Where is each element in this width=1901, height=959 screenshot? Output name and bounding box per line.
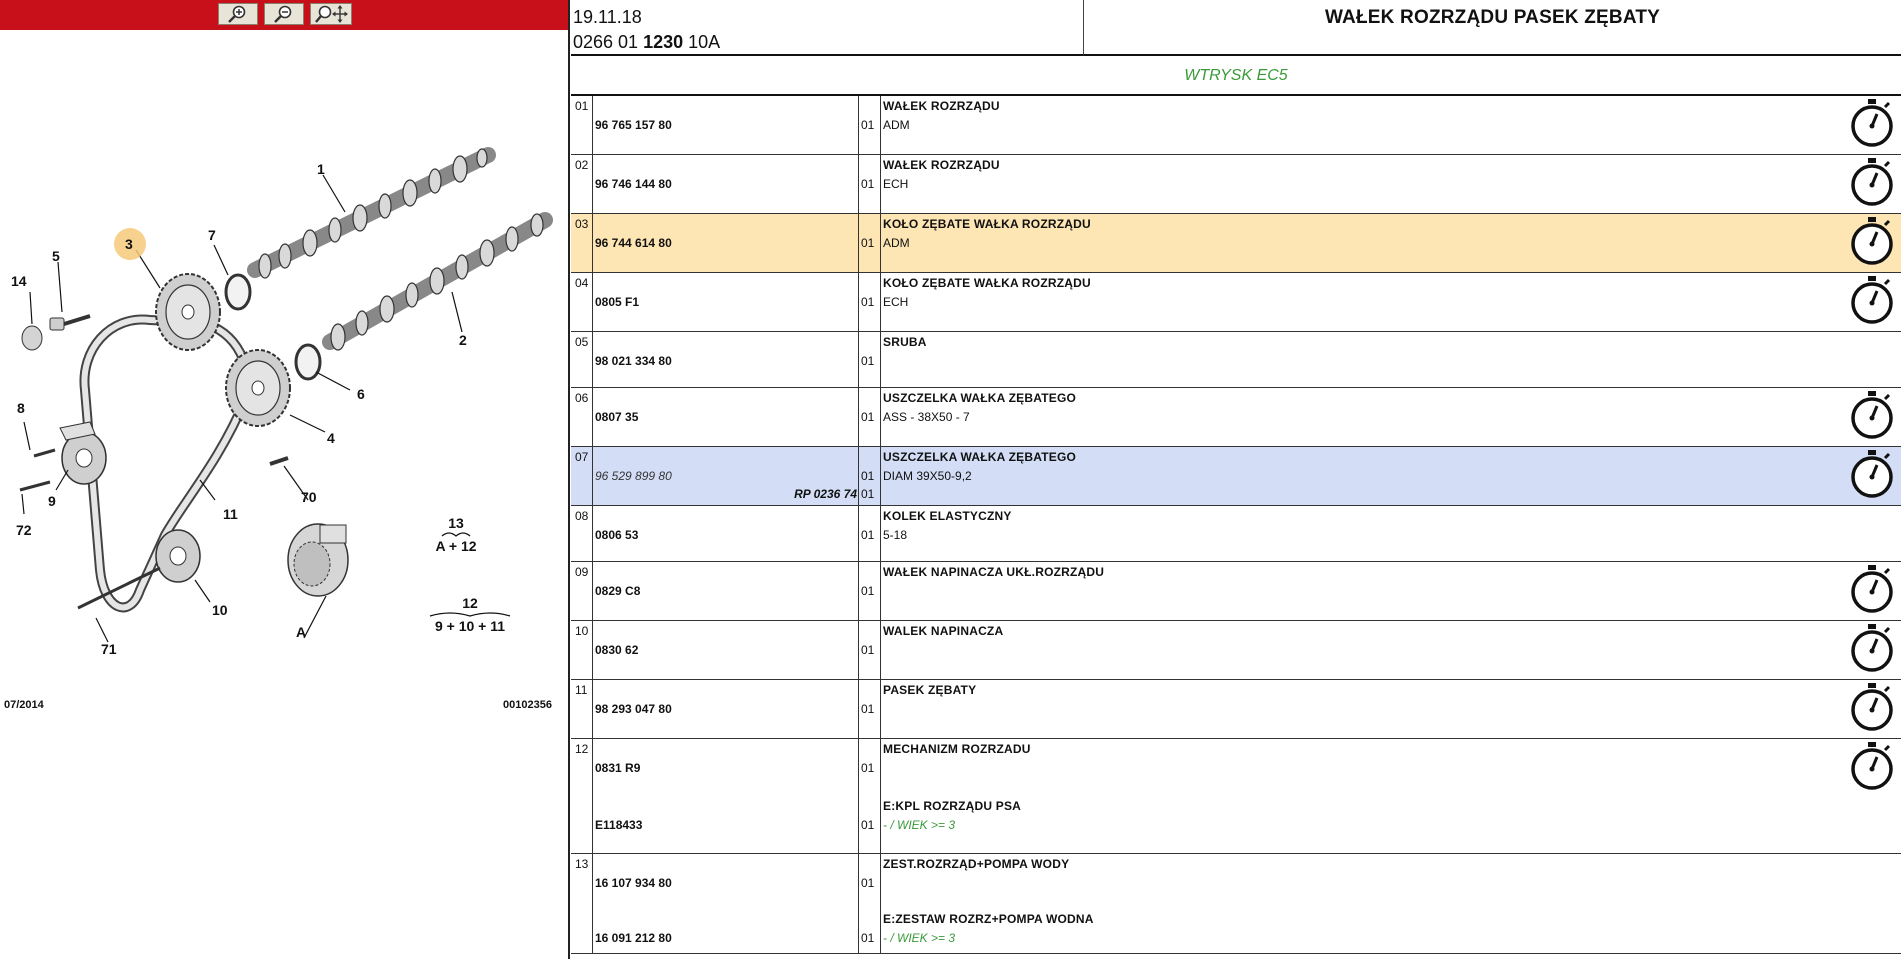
quantity: 01 bbox=[861, 761, 875, 775]
page-title: WAŁEK ROZRZĄDU PASEK ZĘBATY bbox=[1324, 7, 1661, 28]
bolt-70 bbox=[270, 458, 288, 464]
part-description: SRUBA bbox=[883, 335, 927, 349]
labour-time-icon[interactable] bbox=[1849, 98, 1895, 148]
table-row[interactable] bbox=[571, 447, 1901, 506]
labour-time-icon[interactable] bbox=[1849, 623, 1895, 673]
part-reference[interactable]: 96 765 157 80 bbox=[595, 118, 672, 132]
labour-time-icon[interactable] bbox=[1849, 390, 1895, 440]
diagram-label-72: 72 bbox=[16, 522, 32, 538]
table-row[interactable] bbox=[571, 562, 1901, 621]
diagram-label-a: A bbox=[296, 624, 307, 640]
part-description: WAŁEK ROZRZĄDU bbox=[883, 158, 1000, 172]
labour-time-icon[interactable] bbox=[1849, 564, 1895, 614]
labour-time-icon[interactable] bbox=[1849, 157, 1895, 207]
header-date: 19.11.18 bbox=[573, 7, 642, 27]
row-number: 09 bbox=[575, 565, 589, 579]
labour-time-icon[interactable] bbox=[1849, 449, 1895, 499]
header-info bbox=[571, 0, 1084, 56]
zoom-pan-icon bbox=[314, 5, 348, 23]
diagram-label-2: 2 bbox=[459, 332, 467, 348]
row-number: 10 bbox=[575, 624, 589, 638]
part-variant: ECH bbox=[883, 177, 909, 191]
labour-time-icon[interactable] bbox=[1849, 741, 1895, 791]
tensioner-9 bbox=[60, 422, 106, 484]
part-reference[interactable]: 0829 C8 bbox=[595, 584, 641, 598]
quantity: 01 bbox=[861, 354, 875, 368]
replacement-quantity: 01 bbox=[861, 487, 875, 501]
bolt-5 bbox=[50, 316, 90, 330]
formula-12-bottom: 9 + 10 + 11 bbox=[434, 618, 506, 634]
kit-condition: - / WIEK >= 3 bbox=[883, 818, 956, 832]
header-code bbox=[573, 32, 720, 53]
seal-7 bbox=[226, 275, 250, 309]
part-reference[interactable]: 0830 62 bbox=[595, 643, 639, 657]
labour-time-icon[interactable] bbox=[1849, 275, 1895, 325]
labour-time-icon[interactable] bbox=[1849, 216, 1895, 266]
camshaft-sprocket-3 bbox=[156, 274, 220, 350]
quantity: 01 bbox=[861, 118, 875, 132]
quantity: 01 bbox=[861, 410, 875, 424]
part-description: KOLEK ELASTYCZNY bbox=[883, 509, 1012, 523]
part-variant: ASS - 38X50 - 7 bbox=[883, 410, 970, 424]
part-reference[interactable]: 0805 F1 bbox=[595, 295, 640, 309]
exploded-parts-diagram bbox=[0, 30, 568, 730]
table-row[interactable] bbox=[571, 680, 1901, 739]
pin-8 bbox=[34, 450, 55, 456]
panel-divider[interactable] bbox=[568, 0, 570, 959]
header-code-suffix: 10A bbox=[683, 32, 721, 52]
parts-list-panel bbox=[571, 0, 1901, 959]
quantity: 01 bbox=[861, 584, 875, 598]
kit-description: E:KPL ROZRZĄDU PSA bbox=[883, 799, 1022, 813]
row-number: 04 bbox=[575, 276, 589, 290]
part-variant: ADM bbox=[883, 236, 910, 250]
diagram-date: 07/2014 bbox=[4, 699, 44, 711]
labour-time-icon[interactable] bbox=[1849, 682, 1895, 732]
kit-quantity: 01 bbox=[861, 818, 875, 832]
zoom-out-button[interactable] bbox=[264, 3, 304, 25]
diagram-label-10: 10 bbox=[212, 602, 228, 618]
diagram-label-7: 7 bbox=[208, 227, 216, 243]
camshaft-1 bbox=[255, 149, 488, 278]
row-number: 03 bbox=[575, 217, 589, 231]
part-description: USZCZELKA WAŁKA ZĘBATEGO bbox=[883, 450, 1077, 464]
replacement-reference: RP 0236 74 bbox=[794, 487, 857, 501]
table-row[interactable] bbox=[571, 96, 1901, 155]
row-number: 12 bbox=[575, 742, 589, 756]
bolt-72 bbox=[20, 482, 50, 490]
part-variant: ECH bbox=[883, 295, 909, 309]
quantity: 01 bbox=[861, 295, 875, 309]
row-number: 02 bbox=[575, 158, 589, 172]
zoom-pan-button[interactable] bbox=[310, 3, 352, 25]
table-row[interactable] bbox=[571, 214, 1901, 273]
row-number: 07 bbox=[575, 450, 589, 464]
diagram-label-70: 70 bbox=[301, 489, 317, 505]
kit-reference[interactable]: E118433 bbox=[595, 818, 643, 832]
zoom-in-icon bbox=[225, 5, 251, 23]
quantity: 01 bbox=[861, 643, 875, 657]
quantity: 01 bbox=[861, 469, 875, 483]
part-description: ZEST.ROZRZĄD+POMPA WODY bbox=[883, 857, 1070, 871]
table-row[interactable] bbox=[571, 388, 1901, 447]
diagram-label-9: 9 bbox=[48, 493, 56, 509]
kit-description: E:ZESTAW ROZRZ+POMPA WODNA bbox=[883, 912, 1094, 926]
table-row[interactable] bbox=[571, 506, 1901, 562]
part-description: KOŁO ZĘBATE WAŁKA ROZRZĄDU bbox=[883, 276, 1091, 290]
diagram-label-5: 5 bbox=[52, 248, 60, 264]
row-number: 06 bbox=[575, 391, 589, 405]
part-reference[interactable]: 96 529 899 80 bbox=[595, 469, 672, 483]
part-variant: ADM bbox=[883, 118, 910, 132]
zoom-in-button[interactable] bbox=[218, 3, 258, 25]
water-pump-a bbox=[288, 524, 348, 596]
part-reference[interactable]: 16 107 934 80 bbox=[595, 876, 672, 890]
diagram-code: 00102356 bbox=[503, 699, 552, 711]
row-number: 11 bbox=[575, 683, 588, 697]
diagram-label-4: 4 bbox=[327, 430, 335, 446]
part-reference[interactable]: 0806 53 bbox=[595, 528, 639, 542]
formula-13-top: 13 bbox=[448, 515, 464, 531]
diagram-panel bbox=[0, 0, 568, 959]
part-reference[interactable]: 0807 35 bbox=[595, 410, 639, 424]
part-variant: 5-18 bbox=[883, 528, 908, 542]
row-number: 08 bbox=[575, 509, 589, 523]
part-variant: DIAM 39X50-9,2 bbox=[883, 469, 972, 483]
part-description: WAŁEK ROZRZĄDU bbox=[883, 99, 1000, 113]
diagram-label-6: 6 bbox=[357, 386, 365, 402]
idler-10 bbox=[156, 530, 200, 582]
kit-reference[interactable]: 16 091 212 80 bbox=[595, 931, 672, 945]
seal-6 bbox=[296, 345, 320, 379]
parts-table bbox=[571, 96, 1901, 954]
diagram-toolbar bbox=[0, 0, 568, 30]
quantity: 01 bbox=[861, 702, 875, 716]
table-row[interactable] bbox=[571, 273, 1901, 332]
part-description: WALEK NAPINACZA bbox=[883, 624, 1004, 638]
diagram-label-14: 14 bbox=[11, 273, 27, 289]
header-code-bold: 1230 bbox=[643, 32, 684, 52]
table-row[interactable] bbox=[571, 155, 1901, 214]
part-description: USZCZELKA WAŁKA ZĘBATEGO bbox=[883, 391, 1077, 405]
table-row[interactable] bbox=[571, 739, 1901, 854]
row-number: 01 bbox=[575, 99, 589, 113]
diagram-label-1: 1 bbox=[317, 161, 325, 177]
kit-quantity: 01 bbox=[861, 931, 875, 945]
diagram-label-3: 3 bbox=[125, 236, 133, 252]
part-description: PASEK ZĘBATY bbox=[883, 683, 977, 697]
quantity: 01 bbox=[861, 876, 875, 890]
quantity: 01 bbox=[861, 528, 875, 542]
table-row[interactable] bbox=[571, 332, 1901, 388]
row-number: 05 bbox=[575, 335, 589, 349]
row-number: 13 bbox=[575, 857, 589, 871]
quantity: 01 bbox=[861, 177, 875, 191]
formula-12-top: 12 bbox=[462, 595, 478, 611]
part-reference[interactable]: 96 744 614 80 bbox=[595, 236, 672, 250]
part-reference[interactable]: 96 746 144 80 bbox=[595, 177, 672, 191]
diagram-label-71: 71 bbox=[101, 641, 117, 657]
part-description: KOŁO ZĘBATE WAŁKA ROZRZĄDU bbox=[883, 217, 1091, 231]
diagram-label-11: 11 bbox=[223, 506, 238, 522]
part-description: MECHANIZM ROZRZADU bbox=[883, 742, 1031, 756]
diagram-label-8: 8 bbox=[17, 400, 25, 416]
kit-condition: - / WIEK >= 3 bbox=[883, 931, 956, 945]
header-code-prefix: 0266 01 bbox=[573, 32, 644, 52]
camshaft-sprocket-4 bbox=[226, 350, 290, 426]
camshaft-2 bbox=[330, 214, 545, 350]
quantity: 01 bbox=[861, 236, 875, 250]
formula-13-bottom: A + 12 bbox=[435, 538, 477, 554]
variant-label: WTRYSK EC5 bbox=[571, 56, 1901, 96]
header-title-box bbox=[1084, 0, 1901, 56]
zoom-out-icon bbox=[271, 5, 297, 23]
part-reference[interactable]: 0831 R9 bbox=[595, 761, 641, 775]
part-reference[interactable]: 98 021 334 80 bbox=[595, 354, 672, 368]
part-reference[interactable]: 98 293 047 80 bbox=[595, 702, 672, 716]
washer-14 bbox=[22, 326, 42, 350]
table-row[interactable] bbox=[571, 621, 1901, 680]
table-row[interactable] bbox=[571, 854, 1901, 954]
part-description: WAŁEK NAPINACZA UKŁ.ROZRZĄDU bbox=[883, 565, 1105, 579]
